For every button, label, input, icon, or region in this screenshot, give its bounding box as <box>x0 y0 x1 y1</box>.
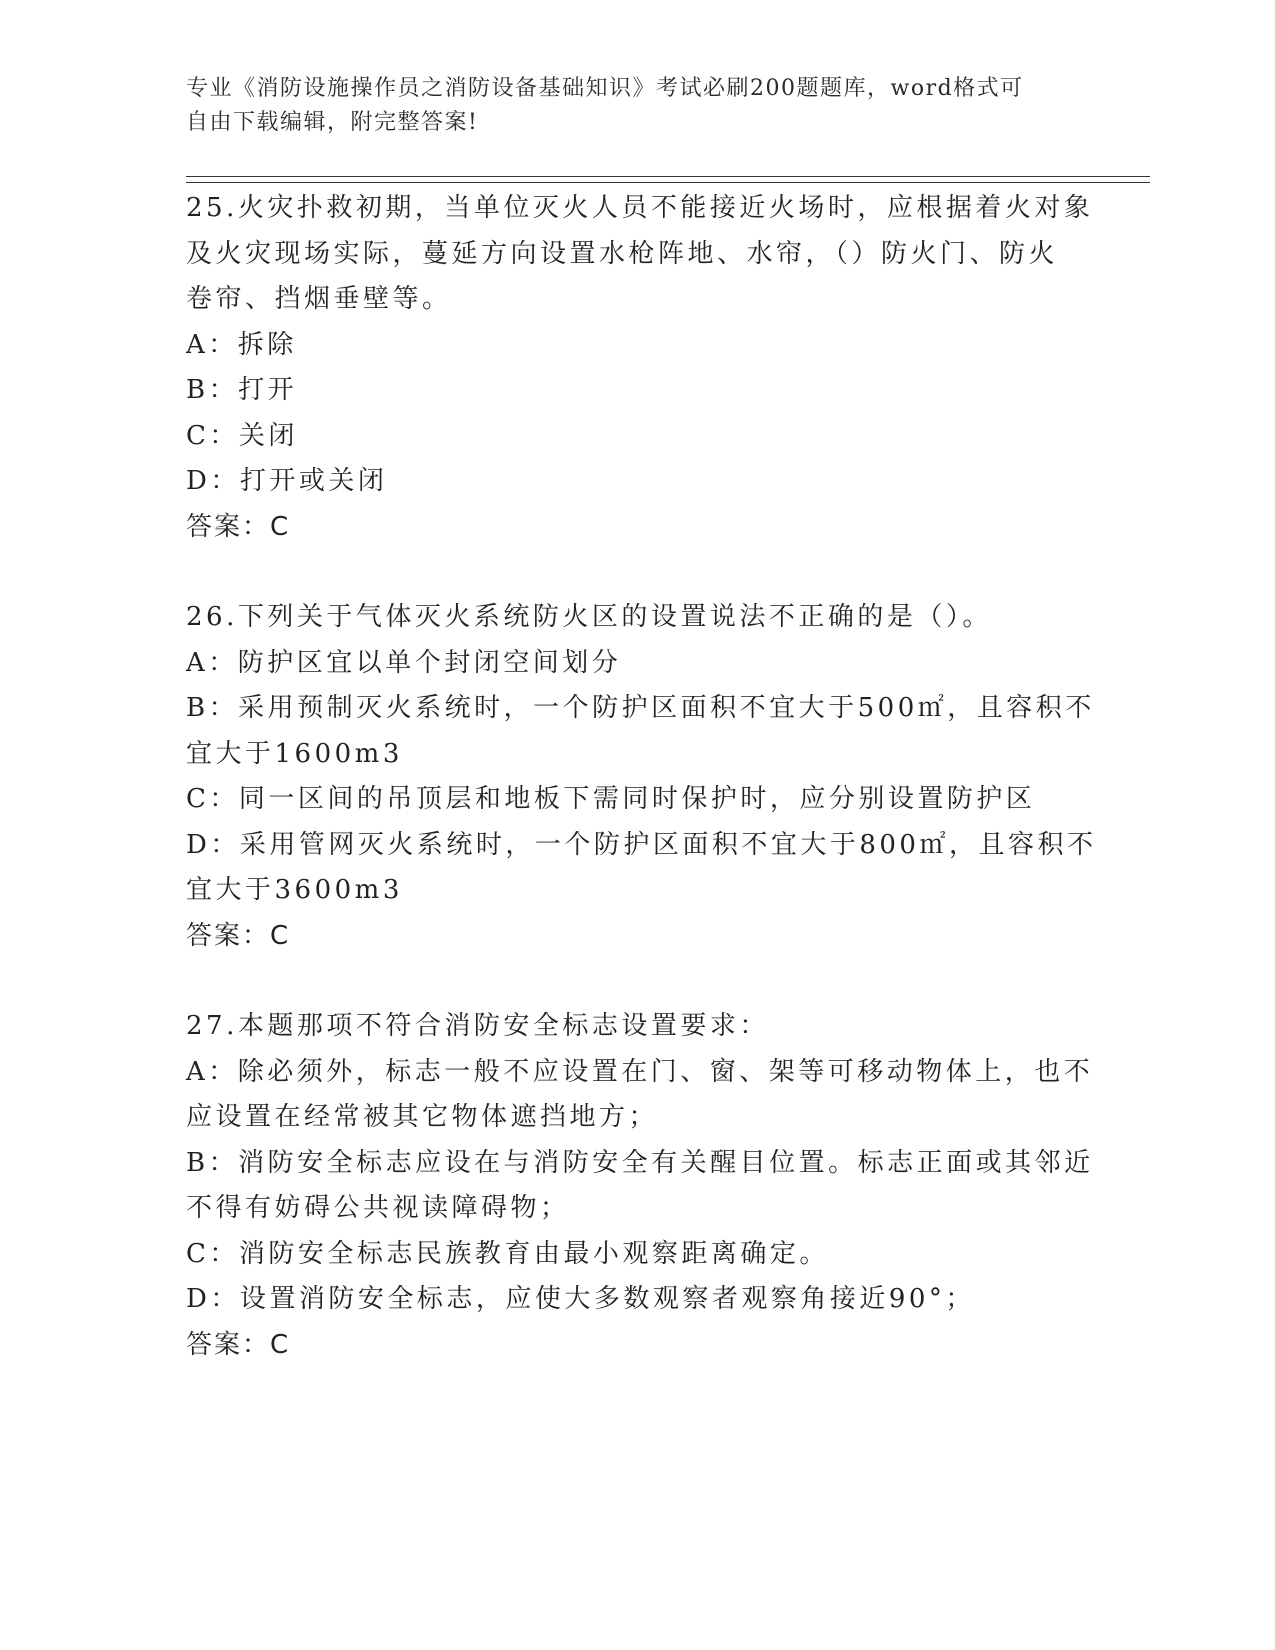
option-b: B：采用预制灭火系统时，一个防护区面积不宜大于500㎡，且容积不 <box>186 693 1095 723</box>
answer-label: 答案：C <box>186 920 291 951</box>
option-b-continued: 宜大于1600m3 <box>186 738 403 769</box>
question-25 <box>186 186 1094 550</box>
option-b: B：消防安全标志应设在与消防安全有关醒目位置。标志正面或其邻近 <box>186 1147 1094 1178</box>
answer-label: 答案：C <box>186 1329 291 1360</box>
header-line-1: 专业《消防设施操作员之消防设备基础知识》考试必刷200题题库，word格式可 <box>186 76 1024 101</box>
option-a: A：除必须外，标志一般不应设置在门、窗、架等可移动物体上，也不 <box>186 1056 1094 1087</box>
option-c: C：消防安全标志民族教育由最小观察距离确定。 <box>186 1238 829 1269</box>
question-stem-line: 25.火灾扑救初期，当单位灭火人员不能接近火场时，应根据着火对象 <box>186 193 1094 223</box>
header-line-2: 自由下载编辑，附完整答案! <box>186 110 479 135</box>
question-26 <box>186 595 1097 959</box>
option-c: C：同一区间的吊顶层和地板下需同时保护时，应分别设置防护区 <box>186 784 1036 814</box>
question-list <box>186 186 1097 1413</box>
option-d: D：打开或关闭 <box>186 466 388 496</box>
header-divider-top <box>186 176 1150 177</box>
option-b-continued: 不得有妨碍公共视读障碍物； <box>186 1193 570 1223</box>
question-stem-line: 及火灾现场实际，蔓延方向设置水枪阵地、水帘，（）防火门、防火 <box>186 238 1059 269</box>
option-a-continued: 应设置在经常被其它物体遮挡地方； <box>186 1102 659 1132</box>
document-header <box>186 72 1066 140</box>
option-d: D：设置消防安全标志，应使大多数观察者观察角接近90°； <box>186 1284 975 1314</box>
option-a: A：拆除 <box>186 329 297 360</box>
question-27 <box>186 1004 1094 1368</box>
header-divider-bottom <box>186 182 1150 183</box>
option-b: B：打开 <box>186 375 298 405</box>
option-a: A：防护区宜以单个封闭空间划分 <box>186 647 622 678</box>
answer-label: 答案：C <box>186 511 291 542</box>
option-d-continued: 宜大于3600m3 <box>186 875 403 905</box>
option-d: D：采用管网灭火系统时，一个防护区面积不宜大于800㎡，且容积不 <box>186 829 1097 860</box>
question-stem-line: 27.本题那项不符合消防安全标志设置要求： <box>186 1011 769 1041</box>
question-stem-line: 26.下列关于气体灭火系统防火区的设置说法不正确的是（）。 <box>186 602 992 632</box>
question-stem-line: 卷帘、挡烟垂壁等。 <box>186 284 452 314</box>
option-c: C：关闭 <box>186 420 298 451</box>
